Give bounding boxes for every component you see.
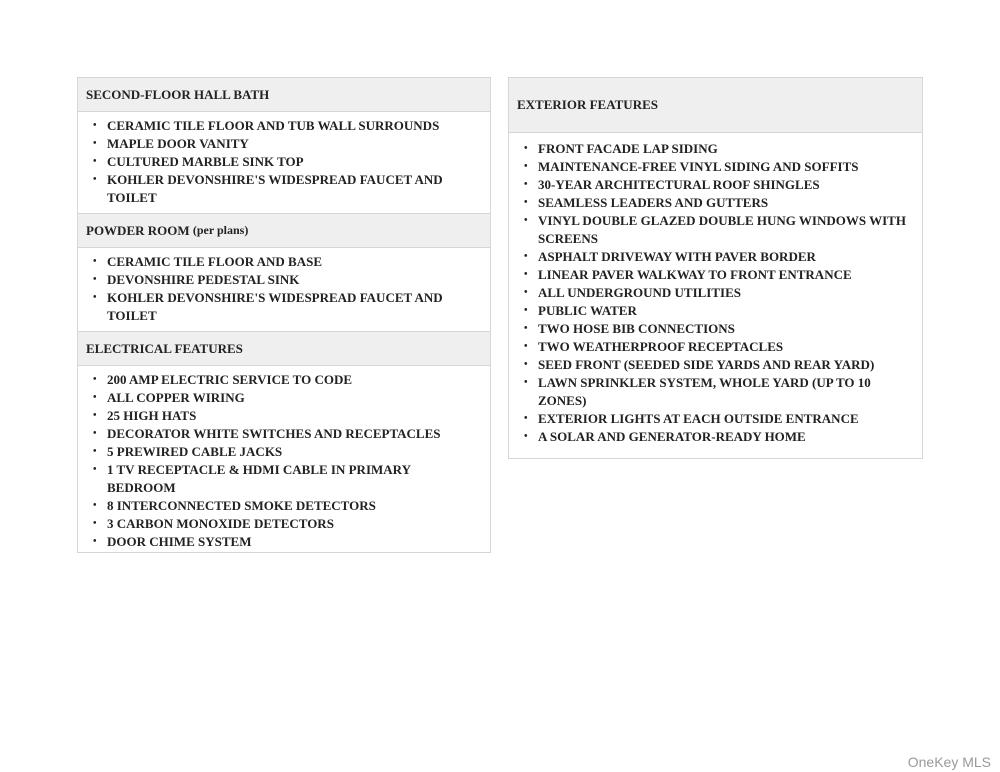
feature-item: • TWO HOSE BIB CONNECTIONS	[509, 320, 922, 338]
section-exterior-features	[509, 78, 922, 458]
section-title: EXTERIOR FEATURES	[517, 97, 658, 112]
feature-item: • PUBLIC WATER	[509, 302, 922, 320]
section-electrical-features	[78, 332, 490, 552]
feature-item: • SEAMLESS LEADERS AND GUTTERS	[509, 194, 922, 212]
left-feature-column	[77, 77, 491, 553]
feature-item: • 1 TV RECEPTACLE & HDMI CABLE IN PRIMARY BEDROOM	[78, 461, 490, 497]
section-body	[78, 248, 490, 332]
section-header	[78, 332, 490, 366]
feature-item: • ALL COPPER WIRING	[78, 389, 490, 407]
section-header	[78, 78, 490, 112]
feature-item: • ALL UNDERGROUND UTILITIES	[509, 284, 922, 302]
section-header	[78, 214, 490, 248]
section-body	[78, 366, 490, 552]
feature-item: • CULTURED MARBLE SINK TOP	[78, 153, 490, 171]
feature-item: • 30-YEAR ARCHITECTURAL ROOF SHINGLES	[509, 176, 922, 194]
feature-item: • EXTERIOR LIGHTS AT EACH OUTSIDE ENTRANCE	[509, 410, 922, 428]
section-powder-room	[78, 214, 490, 332]
feature-item: • CERAMIC TILE FLOOR AND BASE	[78, 253, 490, 271]
feature-item: • 200 AMP ELECTRIC SERVICE TO CODE	[78, 371, 490, 389]
feature-item: • ASPHALT DRIVEWAY WITH PAVER BORDER	[509, 248, 922, 266]
feature-list	[78, 253, 490, 325]
feature-item: • A SOLAR AND GENERATOR-READY HOME	[509, 428, 922, 446]
feature-item: • VINYL DOUBLE GLAZED DOUBLE HUNG WINDOWS WITH SCREENS	[509, 212, 922, 248]
section-title: ELECTRICAL FEATURES	[86, 340, 243, 356]
feature-item: • DECORATOR WHITE SWITCHES AND RECEPTACLES	[78, 425, 490, 443]
feature-item: • 25 HIGH HATS	[78, 407, 490, 425]
feature-item: • MAINTENANCE-FREE VINYL SIDING AND SOFFITS	[509, 158, 922, 176]
feature-item: • 5 PREWIRED CABLE JACKS	[78, 443, 490, 461]
feature-list	[509, 140, 922, 446]
feature-item: • KOHLER DEVONSHIRE'S WIDESPREAD FAUCET AND TOILET	[78, 171, 490, 207]
section-header	[509, 78, 922, 133]
feature-item: • CERAMIC TILE FLOOR AND TUB WALL SURROUNDS	[78, 117, 490, 135]
feature-item: • FRONT FACADE LAP SIDING	[509, 140, 922, 158]
feature-item: • LAWN SPRINKLER SYSTEM, WHOLE YARD (UP TO 10 ZONES)	[509, 374, 922, 410]
section-second-floor-hall-bath	[78, 78, 490, 214]
feature-list	[78, 117, 490, 207]
feature-item: • TWO WEATHERPROOF RECEPTACLES	[509, 338, 922, 356]
section-title: POWDER ROOM	[86, 222, 190, 238]
feature-list	[78, 371, 490, 551]
feature-item: • 3 CARBON MONOXIDE DETECTORS	[78, 515, 490, 533]
section-body	[509, 133, 922, 458]
feature-item: • SEED FRONT (SEEDED SIDE YARDS AND REAR YARD)	[509, 356, 922, 374]
section-subtitle: (per plans)	[192, 223, 249, 237]
feature-item: • DEVONSHIRE PEDESTAL SINK	[78, 271, 490, 289]
section-title: SECOND-FLOOR HALL BATH	[86, 86, 270, 102]
section-body	[78, 112, 490, 214]
right-feature-column	[508, 77, 923, 459]
feature-item: • LINEAR PAVER WALKWAY TO FRONT ENTRANCE	[509, 266, 922, 284]
feature-item: • KOHLER DEVONSHIRE'S WIDESPREAD FAUCET AND TOILET	[78, 289, 490, 325]
feature-item: • DOOR CHIME SYSTEM	[78, 533, 490, 551]
feature-item: • MAPLE DOOR VANITY	[78, 135, 490, 153]
onekey-mls-watermark: OneKey MLS	[907, 754, 991, 770]
feature-item: • 8 INTERCONNECTED SMOKE DETECTORS	[78, 497, 490, 515]
